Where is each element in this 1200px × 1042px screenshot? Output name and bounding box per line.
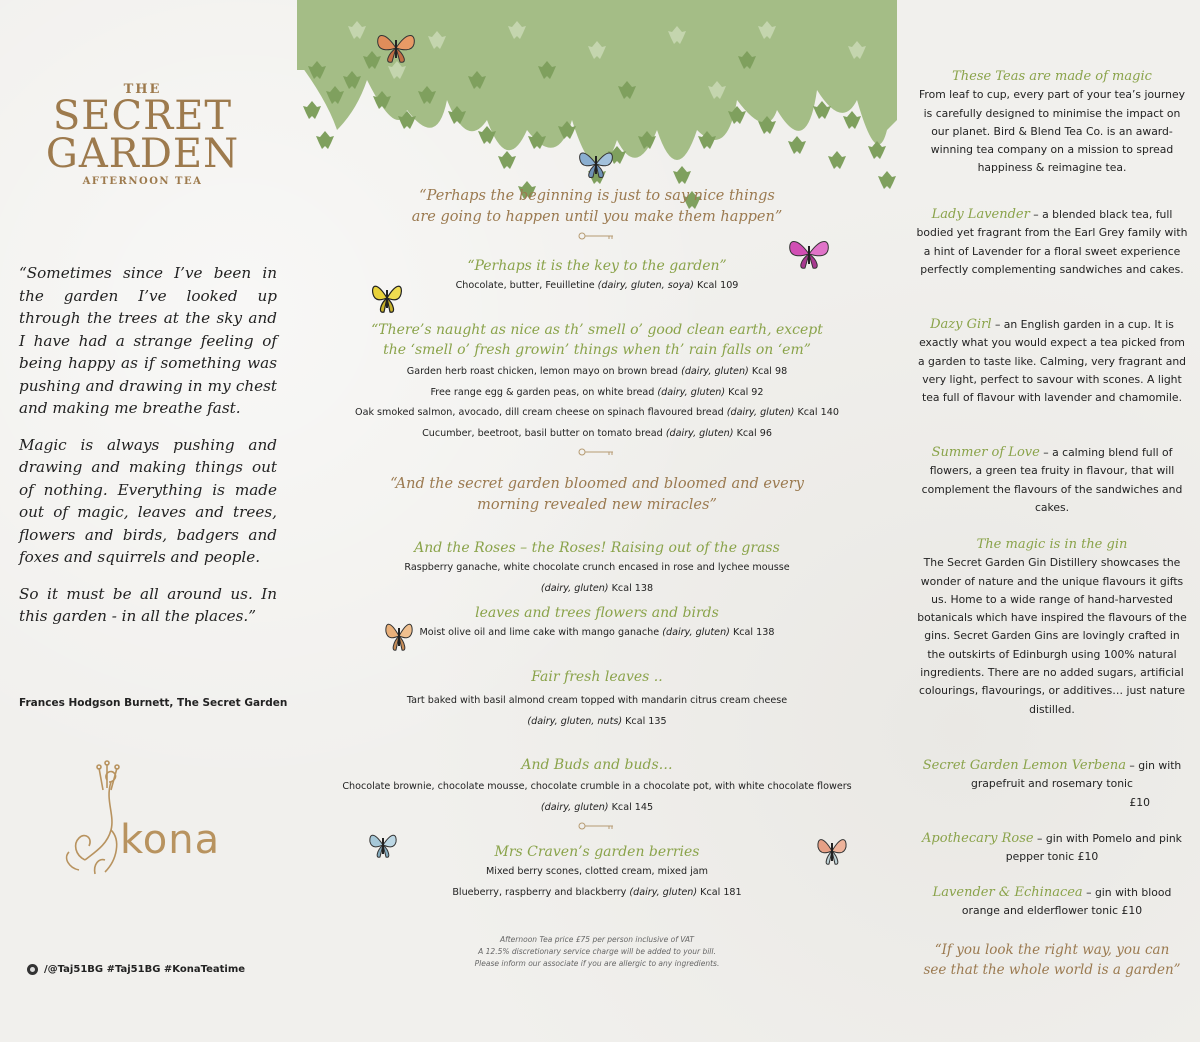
menu-item: Chocolate, butter, Feuilletine (dairy, gluten, soya) Kcal 109	[455, 280, 739, 291]
social-text: /@Taj51BG #Taj51BG #KonaTeatime	[44, 964, 246, 975]
quote-paragraph-3: So it must be all around us. In this garden - in all the places.”	[19, 584, 277, 625]
key-icon	[577, 448, 617, 456]
section-title: And the Roses – the Roses! Raising out of the grass	[414, 540, 780, 556]
section-title: leaves and trees flowers and birds	[475, 605, 719, 621]
quote-attribution: Frances Hodgson Burnett, The Secret Garden	[19, 697, 288, 709]
mid-quote-line-1: “And the secret garden bloomed and bloomed and every	[390, 476, 804, 492]
butterfly-icon	[576, 144, 616, 184]
instagram-icon	[27, 964, 38, 975]
gin-description: – gin with grapefruit and rosemary tonic	[971, 759, 1182, 791]
closing-quote-line-1: “If you look the right way, you can	[934, 942, 1170, 958]
gin-price: £10	[1077, 850, 1099, 864]
social-handles	[27, 964, 245, 975]
gin-intro	[916, 536, 1188, 719]
intro-quote	[297, 186, 897, 240]
gin-apothecary-rose	[916, 830, 1188, 867]
butterfly-icon	[786, 234, 832, 274]
logo-secret: SECRET	[52, 93, 233, 139]
menu-item: Garden herb roast chicken, lemon mayo on brown bread (dairy, gluten) Kcal 98	[406, 366, 788, 377]
section-title: “Perhaps it is the key to the garden”	[467, 258, 727, 274]
kona-wordmark: kona	[120, 817, 221, 863]
secret-garden-quote	[297, 474, 897, 516]
gin-body: The Secret Garden Gin Distillery showcases the wonder of nature and the unique flavours it gifts us. Home to a wide range of hand-harvested botanicals which have inspired the flavours of the gins. Secret Garden Gins are lovingly crafted in the outskirts of Edinburgh using 100% natural ingredients. There are no added sugars, artificial colourings, flavourings, or additives… just nature distilled.	[917, 556, 1187, 716]
section-fair-fresh-leaves	[297, 667, 897, 732]
teas-title: These Teas are made of magic	[952, 69, 1152, 84]
menu-item: Raspberry ganache, white chocolate crunch encased in rose and lychee mousse	[404, 562, 790, 573]
gin-lemon-verbena	[916, 757, 1188, 812]
section-title-line-2: the ‘smell o’ fresh growin’ things when th’ rain falls on ‘em”	[383, 342, 811, 358]
menu-item: Oak smoked salmon, avocado, dill cream cheese on spinach flavoured bread (dairy, gluten) Kcal 140	[355, 407, 839, 418]
drinks-panel	[912, 0, 1192, 1042]
left-panel	[0, 0, 292, 1042]
closing-quote-line-2: see that the whole world is a garden”	[923, 962, 1181, 978]
section-buds	[297, 755, 897, 830]
allergy-note: Please inform our associate if you are allergic to any ingredients.	[474, 958, 720, 968]
menu-item: Blueberry, raspberry and blackberry (dairy, gluten) Kcal 181	[452, 886, 742, 898]
key-icon	[577, 232, 617, 240]
price-note: Afternoon Tea price £75 per person inclusive of VAT	[499, 935, 695, 944]
secret-garden-logo	[40, 82, 245, 187]
gin-name: Lavender & Echinacea	[932, 885, 1083, 900]
menu-item: Moist olive oil and lime cake with mango ganache (dairy, gluten) Kcal 138	[419, 627, 775, 638]
butterfly-icon	[370, 278, 404, 318]
section-roses	[297, 538, 897, 599]
burnett-quote	[19, 262, 277, 642]
section-title: And Buds and buds…	[521, 757, 673, 773]
menu-item: Tart baked with basil almond cream topped with mandarin citrus cream cheese	[406, 695, 788, 706]
menu-item: (dairy, gluten, nuts) Kcal 135	[527, 715, 667, 727]
butterfly-icon	[384, 616, 414, 656]
mid-quote-line-2: morning revealed new miracles”	[477, 497, 717, 513]
gin-description: – gin with blood orange and elderflower tonic	[961, 886, 1172, 918]
intro-line-2: are going to happen until you make them happen”	[411, 209, 783, 225]
gin-price: £10	[1121, 904, 1143, 918]
gin-description: – gin with Pomelo and pink pepper tonic	[1005, 832, 1182, 864]
service-charge-note: A 12.5% discretionary service charge will be added to your bill.	[478, 946, 716, 956]
menu-item: (dairy, gluten) Kcal 138	[540, 582, 654, 594]
teas-body: From leaf to cup, every part of your tea’s journey is carefully designed to minimise the impact on our planet. Bird & Blend Tea Co. is an award-winning tea company on a mission to spread happiness & reimagine tea.	[918, 88, 1186, 175]
quote-paragraph-2: Magic is always pushing and drawing and making things out of nothing. Everything is made out of magic, leaves and trees, flowers and birds, badgers and foxes and squirrels and people.	[19, 435, 277, 566]
tea-name: Summer of Love	[931, 445, 1040, 460]
logo-garden: GARDEN	[45, 131, 240, 177]
menu-item: Cucumber, beetroot, basil butter on tomato bread (dairy, gluten) Kcal 96	[422, 427, 772, 439]
gin-title: The magic is in the gin	[976, 537, 1128, 552]
butterfly-icon	[374, 28, 418, 68]
tea-summer-of-love	[916, 444, 1188, 517]
teas-intro	[916, 68, 1188, 178]
logo-afternoon-tea: AFTERNOON TEA	[82, 176, 203, 187]
section-title: Fair fresh leaves ..	[531, 669, 663, 685]
menu-item: Mixed berry scones, clotted cream, mixed jam	[486, 866, 708, 877]
section-title-line-1: “There’s naught as nice as th’ smell o’ good clean earth, except	[371, 322, 823, 338]
butterfly-icon	[816, 832, 848, 870]
gin-name: Apothecary Rose	[922, 831, 1034, 846]
quote-paragraph-1: “Sometimes since I’ve been in the garden I’ve looked up through the trees at the sky and I have had a strange feeling of being happy as if something was pushing and drawing in my chest and making me breathe fast.	[19, 264, 277, 417]
tea-name: Dazy Girl	[930, 317, 992, 332]
tea-description: – a calming blend full of flowers, a green tea fruity in flavour, that will complement the flavours of the sandwiches and cakes.	[921, 446, 1183, 514]
section-title: Mrs Craven’s garden berries	[494, 844, 700, 860]
tea-description: – an English garden in a cup. It is exactly what you would expect a tea picked from a garden to taste like. Calming, very fragrant and very light, perfect to savour with scones. A light tea full of flavour with lavender and chamomile.	[917, 318, 1187, 405]
menu-item: Free range egg & garden peas, on white bread (dairy, gluten) Kcal 92	[430, 386, 764, 398]
logo-the: THE	[123, 82, 162, 97]
gin-name: Secret Garden Lemon Verbena	[922, 758, 1126, 773]
tea-description: – a blended black tea, full bodied yet fragrant from the Earl Grey family with a hint of Lavender for a floral sweet experience perfectly complementing sandwiches and cakes.	[916, 208, 1188, 276]
intro-line-1: “Perhaps the beginning is just to say nice things	[419, 188, 775, 204]
tea-lady-lavender	[916, 206, 1188, 279]
section-sandwiches	[297, 320, 897, 456]
tea-name: Lady Lavender	[931, 207, 1030, 222]
key-icon	[577, 822, 617, 830]
pricing-footnote	[297, 934, 897, 969]
tea-dazy-girl	[916, 316, 1188, 407]
butterfly-icon	[368, 828, 398, 862]
gin-lavender-echinacea	[916, 884, 1188, 921]
menu-item: Chocolate brownie, chocolate mousse, chocolate crumble in a chocolate pot, with white chocolate flowers	[342, 781, 852, 792]
menu-item: (dairy, gluten) Kcal 145	[540, 801, 654, 813]
closing-quote	[916, 940, 1188, 980]
gin-price: £10	[1129, 795, 1150, 809]
